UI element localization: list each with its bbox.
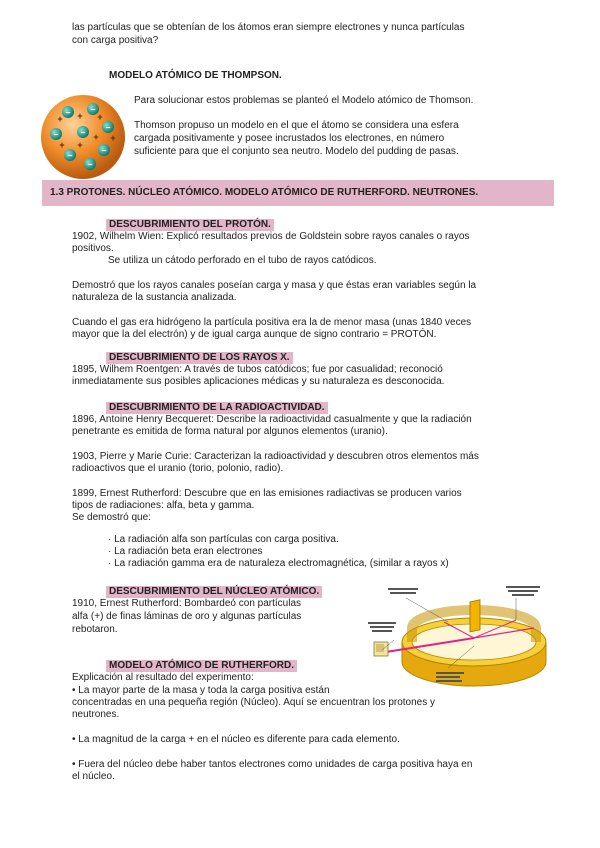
proton-heading: DESCUBRIMIENTO DEL PROTÓN. — [106, 219, 274, 231]
rutherford-experiment-diagram — [366, 580, 556, 690]
radio-line-4: radioactivos que el uranio (torio, polonio, radio). — [72, 463, 284, 474]
svg-text:–: – — [65, 107, 71, 117]
proton-line-5: naturaleza de la sustancia analizada. — [72, 292, 237, 303]
svg-text:–: – — [101, 145, 107, 155]
svg-text:+: + — [77, 111, 83, 121]
radio-bullet-beta: · La radiación beta eran electrones — [108, 546, 263, 557]
svg-text:–: – — [53, 129, 59, 139]
thompson-atom-illustration — [38, 92, 128, 182]
svg-text:–: – — [80, 127, 86, 137]
intro-line-2: con carga positiva? — [72, 35, 159, 46]
rutherford-line-3: concentradas en una pequeña región (Núcleo). Aquí se encuentran los protones y — [72, 697, 436, 708]
rutherford-line-5: • La magnitud de la carga + en el núcleo es diferente para cada elemento. — [72, 734, 400, 745]
proton-line-7: mayor que la del electrón) y de igual carga aunque de signo contrario = PROTÓN. — [72, 329, 437, 340]
radio-line-1: 1896, Antoine Henry Becqueret: Describe la radioactividad casualmente y que la radiación — [72, 414, 472, 425]
thompson-p2-line-1: Thomson propuso un modelo en el que el átomo se considera una esfera — [134, 120, 459, 131]
svg-text:–: – — [87, 159, 93, 169]
thompson-p1: Para solucionar estos problemas se planteó el Modelo atómico de Thomson. — [134, 95, 474, 106]
svg-text:+: + — [93, 132, 99, 142]
proton-line-4: Demostró que los rayos canales poseían carga y masa y que éstas eran variables según la — [72, 280, 477, 291]
intro-line-1: las partículas que se obtenían de los átomos eran siempre electrones y nunca partículas — [72, 22, 465, 33]
rutherford-line-6: • Fuera del núcleo debe haber tantos electrones como unidades de carga positiva haya en — [72, 759, 473, 770]
proton-line-6: Cuando el gas era hidrógeno la partícula positiva era la de menor masa (unas 1840 veces — [72, 317, 472, 328]
proton-line-3: Se utiliza un cátodo perforado en el tubo de rayos catódicos. — [108, 255, 377, 266]
svg-text:+: + — [110, 133, 116, 143]
radio-line-3: 1903, Pierre y Marie Curie: Caracterizan la radioactividad y descubren otros elementos más — [72, 451, 479, 462]
svg-text:+: + — [57, 114, 63, 124]
svg-text:+: + — [77, 140, 83, 150]
thompson-p2-line-2: cargada positivamente y posee incrustados los electrones, en número — [134, 133, 445, 144]
svg-text:+: + — [59, 140, 65, 150]
nucleus-line-3: rebotaron. — [72, 624, 118, 635]
svg-text:–: – — [105, 122, 111, 132]
nucleus-line-1: 1910, Ernest Rutherford: Bombardeó con partículas — [72, 598, 302, 609]
proton-line-1: 1902, Wilhelm Wien: Explicó resultados previos de Goldstein sobre rayos canales o rayos — [72, 231, 470, 242]
radio-line-7: Se demostró que: — [72, 512, 151, 523]
rutherford-heading: MODELO ATÓMICO DE RUTHERFORD. — [106, 660, 297, 672]
radioactivity-heading: DESCUBRIMIENTO DE LA RADIOACTIVIDAD. — [106, 402, 328, 414]
thompson-p2-line-3: suficiente para que el conjunto sea neutro. Modelo del pudding de pasas. — [134, 146, 459, 157]
radio-bullet-gamma: · La radiación gamma era de naturaleza electromagnética, (similar a rayos x) — [108, 558, 449, 569]
radio-line-5: 1899, Ernest Rutherford: Descubre que en las emisiones radiactivas se producen varios — [72, 488, 462, 499]
nucleus-heading: DESCUBRIMIENTO DEL NÚCLEO ATÓMICO. — [106, 586, 322, 598]
radio-bullet-alpha: · La radiación alfa son partículas con carga positiva. — [108, 534, 339, 545]
xrays-heading: DESCUBRIMIENTO DE LOS RAYOS X. — [106, 352, 293, 364]
nucleus-line-2: alfa (+) de finas láminas de oro y algunas partículas — [72, 611, 302, 622]
svg-text:+: + — [97, 112, 103, 122]
rutherford-line-2: • La mayor parte de la masa y toda la carga positiva están — [72, 685, 330, 696]
rutherford-line-4: neutrones. — [72, 709, 120, 720]
thompson-heading: MODELO ATÓMICO DE THOMPSON. — [109, 70, 282, 81]
rutherford-line-7: el núcleo. — [72, 771, 115, 782]
radio-line-6: tipos de radiaciones: alfa, beta y gamma. — [72, 500, 255, 511]
proton-line-2: positivos. — [72, 243, 114, 254]
xrays-line-2: inmediatamente sus posibles aplicaciones médicas y su naturaleza es desconocida. — [72, 376, 445, 387]
section-title-bar: 1.3 PROTONES. NÚCLEO ATÓMICO. MODELO ATÓMICO DE RUTHERFORD. NEUTRONES. — [42, 180, 554, 206]
xrays-line-1: 1895, Wilhem Roentgen: A través de tubos catódicos; fue por casualidad; reconoció — [72, 364, 443, 375]
svg-text:–: – — [90, 104, 96, 114]
radio-line-2: penetrante es emitida de forma natural por algunos elementos (uranio). — [72, 426, 388, 437]
rutherford-line-1: Explicación al resultado del experimento: — [72, 672, 254, 683]
svg-text:–: – — [67, 150, 73, 160]
